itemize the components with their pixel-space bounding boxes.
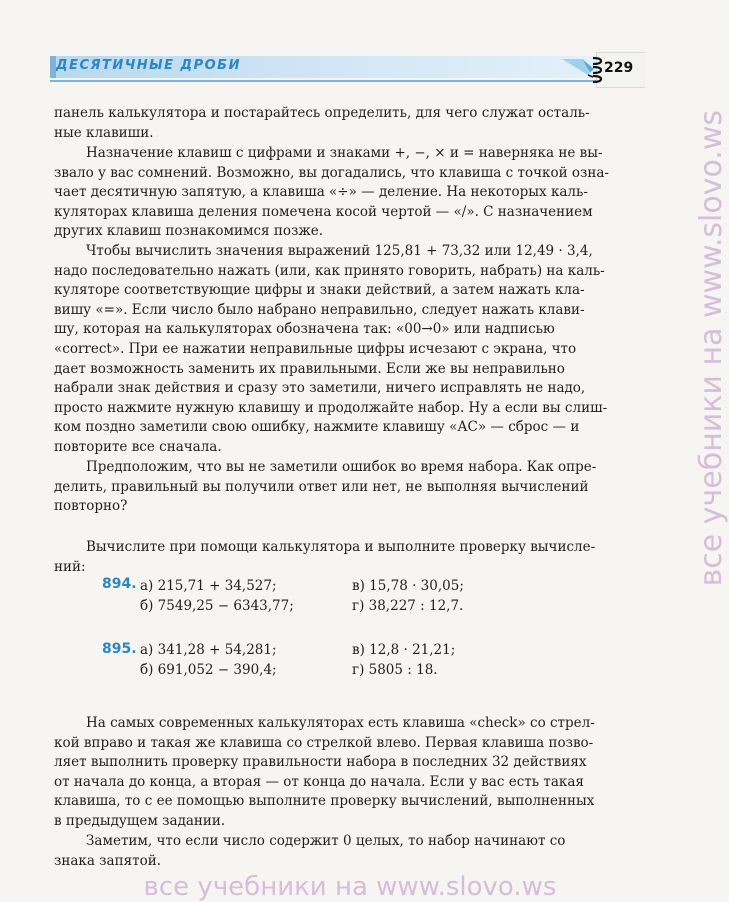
exercise-item-g: г) 38,227 : 12,7. — [352, 598, 464, 614]
text-line: Вычислите при помощи калькулятора и выполните проверку вычисле- — [86, 539, 596, 555]
text-line: куляторе соответствующие цифры и знаки действий, а затем нажать кла- — [54, 282, 585, 299]
text-line: Назначение клавиш с цифрами и знаками +, −, × и = наверняка не вы- — [86, 145, 603, 161]
text-line: клавиша, то с ее помощью выполните проверку вычислений, выполненных — [54, 793, 595, 810]
text-line: На самых современных калькуляторах есть клавиша «check» со стрел- — [86, 715, 595, 731]
text-line: ные клавиши. — [54, 124, 154, 141]
text-line: «correct». При ее нажатии неправильные цифры исчезают с экрана, что — [54, 340, 577, 357]
text-line: кой вправо и такая же клавиша со стрелкой влево. Первая клавиша позво- — [54, 734, 594, 751]
text-line: набрали знак действия и сразу это заметили, ничего исправлять не надо, — [54, 380, 586, 397]
paragraph-keys — [54, 144, 648, 242]
text-line: ляет выполнить проверку правильности набора в последних 32 действиях — [54, 754, 587, 771]
text-line: Предположим, что вы не заметили ошибок во время набора. Как опре- — [86, 459, 597, 475]
text-line: надо последовательно нажать (или, как принято говорить, набрать) на каль- — [54, 262, 605, 279]
text-line: делить, правильный вы получили ответ или нет, не выполняя вычислений — [54, 478, 589, 495]
text-line: других клавиш познакомимся позже. — [54, 223, 324, 240]
exercise-item-v: в) 15,78 · 30,05; — [352, 578, 464, 594]
text-line: чает десятичную запятую, а клавиша «÷» — деление. На некоторых каль- — [54, 184, 588, 201]
text-line: Заметим, что если число содержит 0 целых, то набор начинают со — [86, 833, 566, 849]
paragraph-task — [54, 538, 648, 577]
exercise-number-895: 895. — [102, 641, 137, 657]
paragraph-check-key — [54, 714, 648, 832]
bottom-watermark: все учебники на www.slovo.ws — [143, 872, 557, 902]
text-line: панель калькулятора и постарайтесь определить, для чего служат осталь- — [54, 105, 590, 121]
exercise-item-v: в) 12,8 · 21,21; — [352, 642, 456, 658]
text-line: дает возможность заменить их правильными. Если же вы неправильно — [54, 360, 565, 377]
text-line: Чтобы вычислить значения выражений 125,81 + 73,32 или 12,49 · 3,4, — [86, 243, 593, 259]
text-line: ний: — [54, 558, 86, 575]
spiral-icon — [590, 54, 604, 84]
exercise-item-b: б) 7549,25 − 6343,77; — [140, 598, 294, 614]
text-line: повторите все сначала. — [54, 438, 222, 455]
exercise-number-894: 894. — [102, 576, 137, 592]
exercise-item-b: б) 691,052 − 390,4; — [140, 662, 277, 678]
exercise-item-a: а) 215,71 + 34,527; — [140, 578, 277, 594]
paragraph-continuation — [54, 104, 648, 143]
header-rule — [50, 80, 596, 82]
text-line: в предыдущем задании. — [54, 812, 226, 829]
text-line: звало у вас сомнений. Возможно, вы догадались, что клавиша с точкой озна- — [54, 164, 609, 181]
exercise-item-g: г) 5805 : 18. — [352, 662, 438, 678]
text-line: ком поздно заметили свою ошибку, нажмите клавишу «АС» — сброс — и — [54, 419, 580, 436]
text-line: повторно? — [54, 498, 128, 515]
text-line: шу, которая на калькуляторах обозначена так: «00→0» или надписью — [54, 321, 555, 338]
page-number: 229 — [604, 60, 634, 76]
paragraph-zero-integer — [54, 832, 648, 871]
text-line: куляторах клавиша деления помечена косой чертой — «/». С назначением — [54, 203, 593, 220]
text-line: от начала до конца, а вторая — от конца до начала. Если у вас есть такая — [54, 773, 584, 790]
paragraph-input — [54, 242, 648, 458]
text-line: вишу «=». Если число было набрано неправильно, следует нажать клави- — [54, 301, 585, 318]
chapter-title: ДЕСЯТИЧНЫЕ ДРОБИ — [56, 58, 241, 73]
text-line: знака запятой. — [54, 852, 161, 869]
side-watermark: все учебники на www.slovo.ws — [694, 110, 729, 587]
paragraph-question — [54, 458, 648, 517]
text-line: просто нажмите нужную клавишу и продолжайте набор. Ну а если вы слиш- — [54, 399, 608, 416]
exercise-item-a: а) 341,28 + 54,281; — [140, 642, 277, 658]
